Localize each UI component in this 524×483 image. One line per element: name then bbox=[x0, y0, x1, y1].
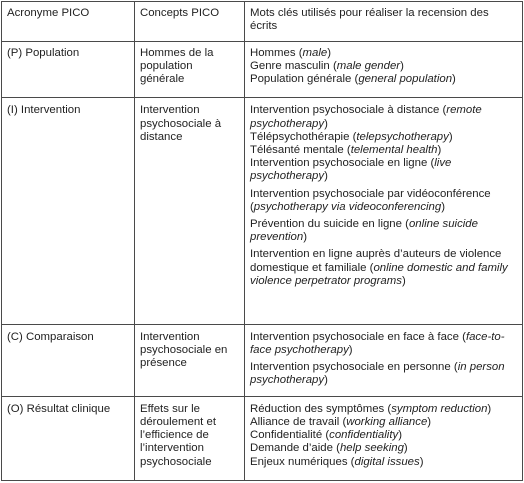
concept-cell: Hommes de la population générale bbox=[135, 41, 245, 98]
concept-cell: Intervention psychosociale en présence bbox=[135, 324, 245, 396]
keyword-en: live psychotherapy bbox=[250, 157, 452, 183]
keyword-en: telepsychotherapy bbox=[356, 130, 449, 143]
keywords-cell bbox=[245, 41, 523, 98]
keyword-item: Télépsychothérapie (telepsychotherapy) bbox=[250, 130, 453, 143]
keywords-cell bbox=[245, 98, 523, 324]
keyword-item: Enjeux numériques (digital issues) bbox=[250, 455, 424, 468]
keyword-fr: Population générale bbox=[250, 72, 352, 85]
keyword-fr: Confidentialité bbox=[250, 429, 323, 442]
keyword-item: Télésanté mentale (telemental health) bbox=[250, 144, 442, 157]
keyword-item: Population générale (general population) bbox=[250, 72, 456, 85]
keyword-item: Demande d’aide (help seeking) bbox=[250, 442, 408, 455]
table-header-row bbox=[2, 2, 523, 42]
keyword-item: Intervention psychosociale en personne (in person psychotherapy) bbox=[250, 361, 505, 387]
keyword-item: Intervention en ligne auprès d’auteurs de violence domestique et familiale (online domestic and family violence perpetrator programs) bbox=[250, 248, 508, 287]
keyword-item: Intervention psychosociale à distance (remote psychotherapy) bbox=[250, 104, 482, 130]
keyword-fr: Intervention psychosociale en face à face bbox=[250, 330, 459, 343]
keyword-fr: Genre masculin bbox=[250, 59, 330, 72]
keyword-item: Hommes (male) bbox=[250, 46, 332, 59]
keyword-fr: Télésanté mentale bbox=[250, 144, 344, 157]
keyword-fr: Demande d’aide bbox=[250, 442, 333, 455]
keyword-en: digital issues bbox=[354, 455, 420, 468]
table-row-comparison bbox=[2, 324, 523, 396]
keyword-en: general population bbox=[358, 72, 453, 85]
keyword-fr: Hommes bbox=[250, 46, 296, 59]
acronym-cell: (I) Intervention bbox=[2, 98, 135, 324]
keyword-item: Intervention psychosociale en face à face (face-to-face psychotherapy) bbox=[250, 330, 505, 356]
acronym-cell: (O) Résultat clinique bbox=[2, 396, 135, 480]
keyword-item: Intervention psychosociale par vidéoconférence (psychotherapy via videoconferencing) bbox=[250, 187, 491, 213]
keyword-en: in person psychotherapy bbox=[250, 361, 505, 387]
keyword-en: male bbox=[302, 46, 328, 59]
keyword-item: Confidentialité (confidentiality) bbox=[250, 429, 402, 442]
table-row-intervention bbox=[2, 98, 523, 324]
keyword-en: face-to-face psychotherapy bbox=[250, 330, 505, 356]
keyword-item: Réduction des symptômes (symptom reduction) bbox=[250, 402, 492, 415]
keyword-fr: Télépsychothérapie bbox=[250, 130, 350, 143]
keyword-en: working alliance bbox=[346, 415, 428, 428]
keyword-fr: Intervention en ligne auprès d’auteurs de violence domestique et familiale bbox=[250, 248, 502, 274]
keyword-fr: Intervention psychosociale en personne bbox=[250, 361, 451, 374]
header-keywords: Mots clés utilisés pour réaliser la recension des écrits bbox=[245, 2, 523, 42]
keyword-fr: Enjeux numériques bbox=[250, 455, 348, 468]
concept-cell: Intervention psychosociale à distance bbox=[135, 98, 245, 324]
table-row-outcome bbox=[2, 396, 523, 480]
keyword-en: telemental health bbox=[350, 144, 438, 157]
keywords-cell bbox=[245, 396, 523, 480]
keyword-en: psychotherapy via videoconferencing bbox=[253, 200, 442, 213]
keyword-item: Intervention psychosociale en ligne (live psychotherapy) bbox=[250, 157, 452, 183]
keyword-en: male gender bbox=[336, 59, 401, 72]
keyword-en: remote psychotherapy bbox=[250, 104, 482, 130]
acronym-cell: (P) Population bbox=[2, 41, 135, 98]
keyword-item: Genre masculin (male gender) bbox=[250, 59, 404, 72]
header-acronym: Acronyme PICO bbox=[2, 2, 135, 42]
keyword-fr: Prévention du suicide en ligne bbox=[250, 218, 402, 231]
acronym-cell: (C) Comparaison bbox=[2, 324, 135, 396]
keywords-cell bbox=[245, 324, 523, 396]
keyword-fr: Intervention psychosociale à distance bbox=[250, 104, 440, 117]
keyword-en: confidentiality bbox=[329, 429, 399, 442]
keyword-fr: Intervention psychosociale en ligne bbox=[250, 157, 428, 170]
keyword-en: symptom reduction bbox=[391, 402, 488, 415]
keyword-item: Prévention du suicide en ligne (online suicide prevention) bbox=[250, 218, 478, 244]
pico-table bbox=[1, 1, 523, 481]
keyword-en: help seeking bbox=[339, 442, 404, 455]
keyword-fr: Intervention psychosociale par vidéoconférence bbox=[250, 187, 491, 200]
header-concept: Concepts PICO bbox=[135, 2, 245, 42]
keyword-item: Alliance de travail (working alliance) bbox=[250, 415, 432, 428]
table-row-population bbox=[2, 41, 523, 98]
keyword-fr: Alliance de travail bbox=[250, 415, 340, 428]
concept-cell: Effets sur le déroulement et l’efficience de l’intervention psychosociale bbox=[135, 396, 245, 480]
keyword-fr: Réduction des symptômes bbox=[250, 402, 385, 415]
keyword-en: online domestic and family violence perpetrator programs bbox=[250, 261, 508, 287]
keyword-en: online suicide prevention bbox=[250, 218, 478, 244]
